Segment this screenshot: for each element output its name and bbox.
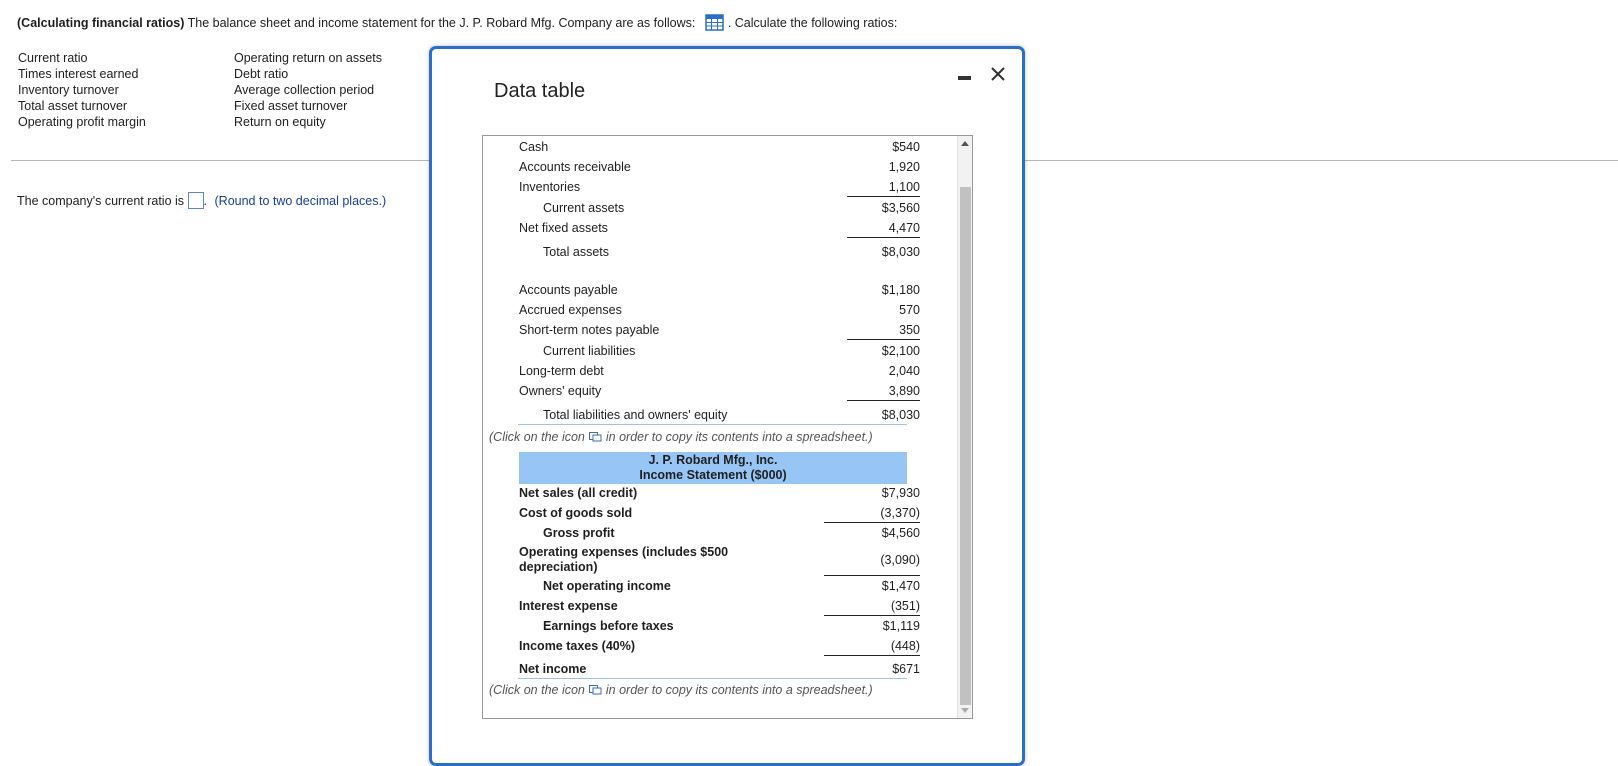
table-end-rule xyxy=(518,678,907,679)
bs-value: $1,180 xyxy=(881,283,920,297)
total-rule xyxy=(847,339,920,340)
is-value: (351) xyxy=(890,599,920,613)
section-divider xyxy=(11,160,429,161)
company-name: J. P. Robard Mfg., Inc. xyxy=(648,453,778,467)
bs-value: 570 xyxy=(899,303,920,317)
is-label: Earnings before taxes xyxy=(543,619,674,633)
answer-line xyxy=(17,192,386,209)
section-divider xyxy=(1022,160,1618,161)
bs-label: Current assets xyxy=(543,201,625,215)
question-intro: The balance sheet and income statement for the J. P. Robard Mfg. Company are as follows: xyxy=(187,16,696,30)
copy-note-text: (Click on the icon xyxy=(489,430,585,444)
is-label: Net sales (all credit) xyxy=(519,486,638,500)
question-title: (Calculating financial ratios) xyxy=(17,16,185,30)
is-label: Income taxes (40%) xyxy=(519,639,636,653)
bs-label: Long-term debt xyxy=(519,364,604,378)
data-table-dialog xyxy=(429,46,1025,766)
copy-to-spreadsheet-icon[interactable] xyxy=(589,431,602,441)
bs-value: 2,040 xyxy=(888,364,920,378)
minimize-icon xyxy=(958,76,971,80)
bs-value: $540 xyxy=(892,140,920,154)
scroll-up-arrow-icon[interactable] xyxy=(961,141,969,146)
bs-value: $2,100 xyxy=(881,344,920,358)
is-value: $1,119 xyxy=(882,619,920,633)
ratio-item: Total asset turnover xyxy=(18,99,128,113)
total-rule xyxy=(847,237,920,238)
bs-value: 1,100 xyxy=(888,180,920,194)
total-rule xyxy=(847,400,920,401)
ratio-item: Inventory turnover xyxy=(18,83,119,97)
total-rule xyxy=(824,615,920,616)
is-value: $671 xyxy=(892,662,920,676)
copy-to-spreadsheet-icon[interactable] xyxy=(589,684,602,694)
scroll-down-arrow-icon[interactable] xyxy=(961,708,969,713)
ratio-item: Average collection period xyxy=(234,83,375,97)
is-label: Interest expense xyxy=(519,599,618,613)
data-table-icon[interactable] xyxy=(705,14,724,31)
copy-note-text: in order to copy its contents into a spreadsheet.) xyxy=(605,683,873,697)
copy-note xyxy=(489,430,873,444)
is-label: Net income xyxy=(519,662,587,676)
total-rule xyxy=(824,655,920,656)
is-value: $4,560 xyxy=(881,526,920,540)
data-table-scroll-area[interactable] xyxy=(482,135,973,719)
ratio-item: Operating return on assets xyxy=(234,51,382,65)
is-label: Operating expenses (includes $500 xyxy=(519,545,729,559)
is-label: Net operating income xyxy=(543,579,671,593)
copy-note xyxy=(489,683,873,697)
table-end-rule xyxy=(518,424,907,425)
close-button[interactable] xyxy=(988,64,1008,84)
scrollbar-thumb[interactable] xyxy=(960,187,971,705)
is-value: (448) xyxy=(890,639,920,653)
is-label: Cost of goods sold xyxy=(519,506,633,520)
close-icon xyxy=(988,64,1008,84)
bs-label: Short-term notes payable xyxy=(519,323,660,337)
total-rule xyxy=(824,522,920,523)
is-value: $1,470 xyxy=(881,579,920,593)
is-value: $7,930 xyxy=(881,486,920,500)
bs-value: 3,890 xyxy=(888,384,920,398)
question-text xyxy=(17,14,897,31)
ratio-item: Operating profit margin xyxy=(18,115,146,129)
dialog-title: Data table xyxy=(494,80,586,102)
bs-label: Inventories xyxy=(519,180,581,194)
current-ratio-input[interactable] xyxy=(188,192,204,209)
ratios-list-right xyxy=(234,50,382,130)
bs-label: Accrued expenses xyxy=(519,303,622,317)
total-rule xyxy=(847,196,920,197)
minimize-button[interactable] xyxy=(958,76,972,80)
bs-label: Accounts payable xyxy=(519,283,618,297)
bs-label: Accounts receivable xyxy=(519,160,631,174)
bs-label: Net fixed assets xyxy=(519,221,608,235)
bs-value: $8,030 xyxy=(881,408,920,422)
is-label: Gross profit xyxy=(543,526,615,540)
bs-label: Owners' equity xyxy=(519,384,602,398)
question-instruction: . Calculate the following ratios: xyxy=(727,16,898,30)
statement-title: Income Statement ($000) xyxy=(639,468,787,482)
vertical-scrollbar[interactable] xyxy=(957,136,972,718)
copy-note-text: in order to copy its contents into a spreadsheet.) xyxy=(605,430,873,444)
bs-value: $8,030 xyxy=(881,245,920,259)
bs-value: 1,920 xyxy=(888,160,920,174)
bs-label: Cash xyxy=(519,140,549,154)
answer-prompt: The company's current ratio is xyxy=(17,194,185,208)
answer-period: . xyxy=(203,194,208,208)
ratio-item: Current ratio xyxy=(18,51,88,65)
ratio-item: Debt ratio xyxy=(234,67,289,81)
bs-value: 4,470 xyxy=(888,221,920,235)
ratio-item: Return on equity xyxy=(234,115,326,129)
bs-label: Total assets xyxy=(543,245,610,259)
ratios-list-left xyxy=(18,50,146,130)
ratio-item: Times interest earned xyxy=(18,67,139,81)
bs-value: $3,560 xyxy=(881,201,920,215)
income-statement-header xyxy=(519,452,907,484)
copy-note-text: (Click on the icon xyxy=(489,683,585,697)
ratio-item: Fixed asset turnover xyxy=(234,99,348,113)
total-rule xyxy=(824,575,920,576)
is-value: (3,370) xyxy=(880,506,920,520)
is-label: depreciation) xyxy=(519,560,598,574)
bs-label: Current liabilities xyxy=(543,344,636,358)
bs-label: Total liabilities and owners' equity xyxy=(543,408,728,422)
bs-value: 350 xyxy=(899,323,920,337)
rounding-note: (Round to two decimal places.) xyxy=(214,194,387,208)
is-value: (3,090) xyxy=(880,553,920,567)
